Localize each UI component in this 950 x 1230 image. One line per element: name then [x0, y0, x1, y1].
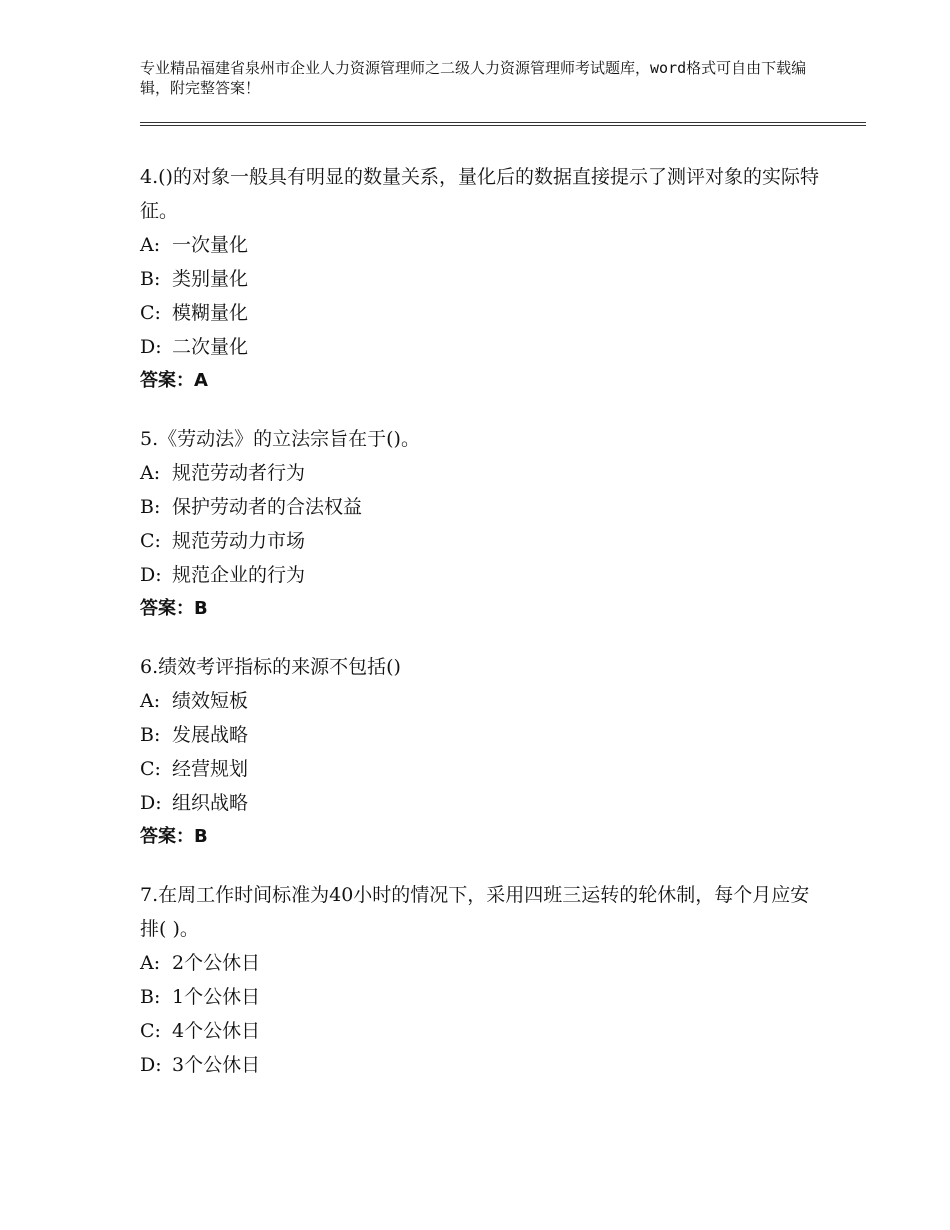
option-text: 2个公休日 — [172, 952, 261, 974]
option-letter: C: — [140, 302, 161, 324]
option-text: 组织战略 — [172, 792, 249, 814]
document-header — [140, 58, 830, 98]
option-text: 模糊量化 — [172, 302, 249, 324]
option-letter: B: — [140, 268, 161, 290]
option-letter: C: — [140, 530, 161, 552]
option-c — [140, 524, 820, 558]
option-text: 规范劳动力市场 — [172, 530, 306, 552]
option-letter: B: — [140, 986, 161, 1008]
option-letter: D: — [140, 792, 162, 814]
option-d — [140, 786, 820, 820]
question-stem: 5.《劳动法》的立法宗旨在于()。 — [140, 428, 420, 450]
option-b — [140, 718, 820, 752]
option-letter: A: — [140, 234, 161, 256]
option-letter: D: — [140, 1054, 162, 1076]
option-a — [140, 228, 820, 262]
question-answer: 答案：A — [140, 370, 208, 391]
question-6 — [140, 650, 820, 854]
option-text: 规范劳动者行为 — [172, 462, 306, 484]
option-text: 3个公休日 — [172, 1054, 261, 1076]
header-divider-top — [140, 122, 866, 123]
option-d — [140, 1048, 820, 1082]
option-text: 规范企业的行为 — [172, 564, 306, 586]
option-c — [140, 296, 820, 330]
option-text: 1个公休日 — [172, 986, 261, 1008]
option-b — [140, 980, 820, 1014]
option-letter: A: — [140, 952, 161, 974]
question-stem: 4.()的对象一般具有明显的数量关系，量化后的数据直接提示了测评对象的实际特征。 — [140, 166, 819, 222]
option-text: 绩效短板 — [172, 690, 249, 712]
option-letter: C: — [140, 758, 161, 780]
option-text: 一次量化 — [172, 234, 249, 256]
option-text: 发展战略 — [172, 724, 249, 746]
header-divider-bottom — [140, 125, 866, 126]
option-a — [140, 946, 820, 980]
option-letter: A: — [140, 462, 161, 484]
option-b — [140, 490, 820, 524]
question-answer: 答案：B — [140, 598, 208, 619]
option-letter: B: — [140, 496, 161, 518]
option-d — [140, 558, 820, 592]
document-header-title: 专业精品福建省泉州市企业人力资源管理师之二级人力资源管理师考试题库，word格式可自由下载编辑，附完整答案！ — [140, 59, 807, 97]
option-letter: D: — [140, 564, 162, 586]
question-stem: 6.绩效考评指标的来源不包括() — [140, 656, 401, 678]
option-c — [140, 1014, 820, 1048]
option-text: 经营规划 — [172, 758, 249, 780]
option-text: 保护劳动者的合法权益 — [172, 496, 363, 518]
question-stem: 7.在周工作时间标准为40小时的情况下，采用四班三运转的轮休制，每个月应安排( )。 — [140, 884, 810, 940]
option-text: 类别量化 — [172, 268, 249, 290]
question-list — [140, 160, 820, 1082]
option-text: 4个公休日 — [172, 1020, 261, 1042]
option-c — [140, 752, 820, 786]
option-b — [140, 262, 820, 296]
question-7 — [140, 878, 820, 1082]
option-text: 二次量化 — [172, 336, 249, 358]
option-letter: B: — [140, 724, 161, 746]
option-letter: D: — [140, 336, 162, 358]
option-letter: A: — [140, 690, 161, 712]
option-d — [140, 330, 820, 364]
question-answer: 答案：B — [140, 826, 208, 847]
option-letter: C: — [140, 1020, 161, 1042]
question-5 — [140, 422, 820, 626]
option-a — [140, 684, 820, 718]
option-a — [140, 456, 820, 490]
question-4 — [140, 160, 820, 398]
